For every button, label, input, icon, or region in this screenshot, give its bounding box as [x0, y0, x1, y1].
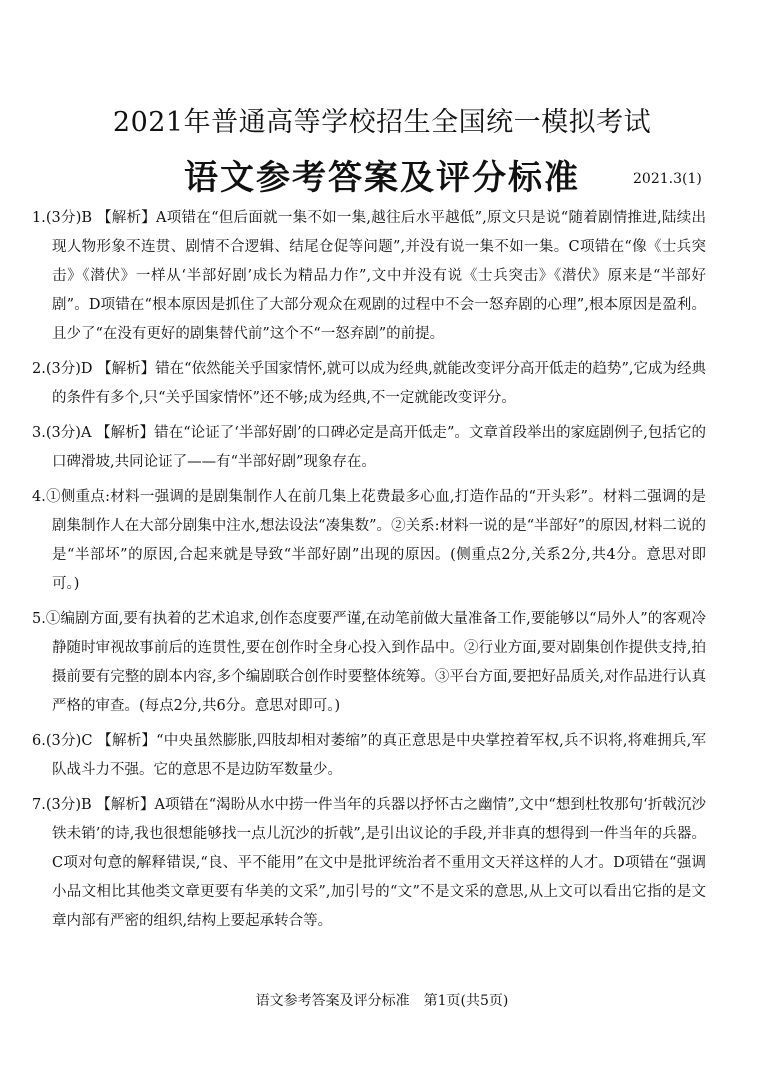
item-number: 5. — [32, 611, 46, 627]
answer-item-4 — [32, 483, 706, 599]
answer-item-3 — [32, 419, 706, 477]
item-number: 7. — [32, 797, 46, 813]
item-text: (3分)B 【解析】A项错在“但后面就一集不如一集,越往后水平越低”,原文只是说“随着剧情推进,陆续出现人物形象不连贯、剧情不合逻辑、结尾仓促等问题”,并没有说一集不如一集。C项错在“像《士兵突击》《潜伏》一样从‘半部好剧’成长为精品力作”,文中并没有说《士兵突击》《潜伏》原来是“半部好剧”。D项错在“根本原因是抓住了大部分观众在观剧的过程中不会一怒弃剧的心理”,根本原因是盈利。且少了“在没有更好的剧集替代前”这个不“一怒弃剧”的前提。 — [45, 210, 706, 342]
item-text: (3分)B 【解析】A项错在“渴盼从水中捞一件当年的兵器以抒怀古之幽情”,文中“想到杜牧那句‘折戟沉沙铁未销’的诗,我也很想能够找一点儿沉沙的折戟”,是引出议论的手段,并非真的想得到一件当年的兵器。C项对句意的解释错误,“良、平不能用”在文中是批评统治者不重用文天祥这样的人才。D项错在“强调小品文相比其他类文章更要有华美的文采”,加引号的“文”不是文采的意思,从上文可以看出它指的是文章内部有严密的组织,结构上要起承转合等。 — [45, 797, 706, 929]
answer-item-1 — [32, 204, 706, 349]
item-text: ①编剧方面,要有执着的艺术追求,创作态度要严谨,在动笔前做大量准备工作,要能够以“局外人”的客观冷静随时审视故事前后的连贯性,要在创作时全身心投入到作品中。②行业方面,要对剧集创作提供支持,拍摄前要有完整的剧本内容,多个编剧联合创作时要整体统筹。③平台方面,要把好品质关,对作品进行认真严格的审查。(每点2分,共6分。意思对即可。) — [45, 611, 706, 714]
item-number: 4. — [32, 489, 46, 505]
item-number: 3. — [32, 425, 46, 441]
page-footer: 语文参考答案及评分标准 第1页(共5页) — [255, 993, 509, 1009]
answer-item-5 — [32, 605, 706, 721]
item-text: ①侧重点:材料一强调的是剧集制作人在前几集上花费最多心血,打造作品的“开头彩”。材料二强调的是剧集制作人在大部分剧集中注水,想法设法“凑集数”。②关系:材料一说的是“半部好”的原因,材料二说的是“半部坏”的原因,合起来就是导致“半部好剧”出现的原因。(侧重点2分,关系2分,共4分。意思对即可。) — [45, 489, 706, 592]
item-text: (3分)A 【解析】错在“论证了‘半部好剧’的口碑必定是高开低走”。文章首段举出的家庭剧例子,包括它的口碑滑坡,共同论证了——有“半部好剧”现象存在。 — [45, 425, 706, 470]
exam-date: 2021.3(1) — [633, 171, 702, 187]
answer-item-7 — [32, 791, 706, 936]
item-number: 6. — [32, 733, 46, 749]
item-number: 2. — [32, 361, 46, 377]
answer-list — [32, 204, 706, 942]
exam-title: 2021年普通高等学校招生全国统一模拟考试 — [112, 107, 652, 138]
item-text: (3分)D 【解析】错在“依然能关乎国家情怀,就可以成为经典,就能改变评分高开低走的趋势”,它成为经典的条件有多个,只“关乎国家情怀”还不够;成为经典,不一定就能改变评分。 — [45, 361, 706, 406]
answer-item-2 — [32, 355, 706, 413]
item-text: (3分)C 【解析】“中央虽然膨胀,四肢却相对萎缩”的真正意思是中央掌控着军权,兵不识将,将难拥兵,军队战斗力不强。它的意思不是边防军数量少。 — [45, 733, 706, 778]
page-title: 语文参考答案及评分标准 — [184, 158, 580, 198]
item-number: 1. — [32, 210, 46, 226]
answer-item-6 — [32, 727, 706, 785]
